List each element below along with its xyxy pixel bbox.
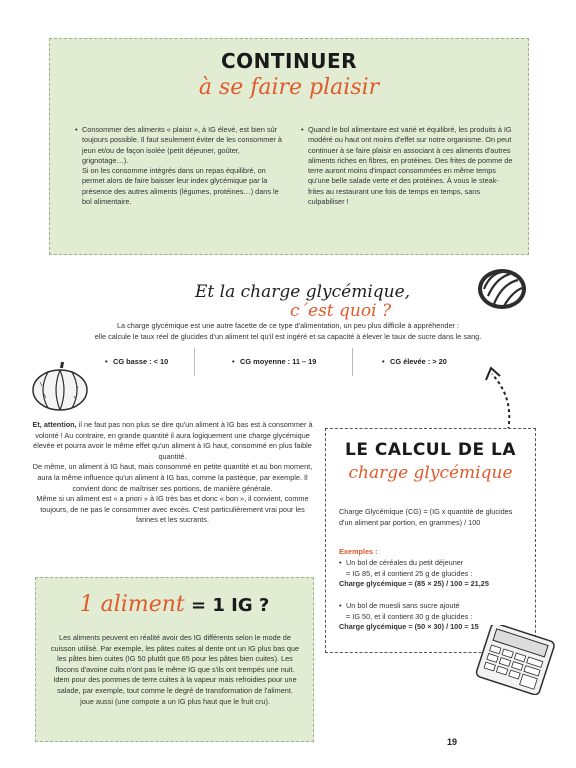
attention-text: il ne faut pas non plus se dire qu'un aliment à IG bas est à consommer à volonté ! Au contraire, en grande quantité il aura logiquement une charge glycémique élevée et pourra avoir le même effet qu'un aliment à IG haut, consommé en plus faible quantité. De même, un aliment à IG haut, mais consommé en petite quantité et au bon moment, aura la même influence qu'un aliment à IG bas, comme la pastèque, par exemple. Il convient donc de maîtriser ses portions, de manière générale. Même si un aliment est « a priori » à IG très bas et donc « bon », il convient, comme toujours, de ne pas le consommer avec excès. C'est particulièrement vrai pour les farines et les sucrants. bbox=[32, 420, 313, 525]
top-box-title: CONTINUER bbox=[220, 49, 358, 73]
calc-title-line1: LE CALCUL DE LA bbox=[345, 440, 516, 460]
pumpkin-icon bbox=[30, 360, 90, 412]
example1-line1: Un bol de céréales du petit déjeuner bbox=[346, 558, 464, 567]
page-number: 19 bbox=[447, 737, 458, 747]
charge-title-line2: c´est quoi ? bbox=[290, 301, 392, 321]
top-left-text: Consommer des aliments « plaisir », à IG élevé, est bien sûr toujours possible. Il faut seulement éviter de les consommer à jeun et/ou de façon isolée (petit déjeuner, goûter, grignotage…). Si on les consomme intégrés dans un repas équilibré, on permet alors de faire baisser leur index glycémique par la présence des autres aliments (légumes, protéines…) dans le bol alimentaire. bbox=[82, 125, 282, 207]
calc-title-line2: charge glycémique bbox=[348, 463, 513, 483]
bullet-dot: • bbox=[75, 125, 78, 134]
examples-label: Exemples : bbox=[339, 547, 378, 556]
bullet-dot: • bbox=[301, 125, 304, 134]
charge-intro: La charge glycémique est une autre facette de ce type d'alimentation, un peu plus difficile à appréhender : elle calcule le taux réel de glucides d'un aliment tel qu'il est ingéré et sa capacité à élever le taux de sucre dans le sang. bbox=[94, 321, 482, 341]
cg-bullet: • bbox=[232, 357, 235, 366]
watermelon-icon bbox=[476, 266, 528, 312]
bullet-dot: • bbox=[339, 558, 342, 567]
cg-high: CG élevée : > 20 bbox=[390, 357, 447, 366]
divider bbox=[194, 348, 195, 376]
bullet-dot: • bbox=[339, 601, 342, 610]
calc-box bbox=[325, 428, 536, 653]
charge-title-line1: Et la charge glycémique, bbox=[195, 282, 411, 302]
dotted-arrow-icon bbox=[478, 364, 518, 434]
example1-result: Charge glycémique = (85 × 25) / 100 = 21,25 bbox=[339, 579, 489, 588]
bottom-info-box bbox=[35, 577, 314, 742]
cg-bullet: • bbox=[105, 357, 108, 366]
calc-formula: Charge Glycémique (CG) = (IG x quantité de glucides d'un aliment par portion, en grammes) / 100 bbox=[339, 507, 513, 527]
bottom-box-title bbox=[36, 592, 313, 617]
example2-line1: Un bol de muesli sans sucre ajouté bbox=[346, 601, 460, 610]
cg-bullet: • bbox=[382, 357, 385, 366]
attention-paragraph bbox=[30, 420, 315, 526]
attention-lead: Et, attention, bbox=[32, 420, 77, 429]
example1-line2: = IG 85, et il contient 25 g de glucides : bbox=[346, 568, 473, 578]
top-right-text: Quand le bol alimentaire est varié et équilibré, les produits à IG modéré ou haut ont moins d'effet sur notre organisme. On peut continuer à se faire plaisir en associant à ces aliments d'autres aliments riches en fibres, en protéines. Des frites de pomme de terre auront moins d'impact consommées en même temps qu'une belle salade verte et des protéines. À vous le steak-frites au restaurant une fois de temps en temps, sans culpabiliser ! bbox=[308, 125, 513, 207]
top-info-box bbox=[49, 38, 529, 255]
example2-result: Charge glycémique = (50 × 30) / 100 = 15 bbox=[339, 622, 479, 631]
example2-line2: = IG 50, et il contient 30 g de glucides : bbox=[346, 611, 473, 621]
cg-low: CG basse : < 10 bbox=[113, 357, 169, 366]
calculator-icon bbox=[470, 625, 560, 695]
bottom-box-text: Les aliments peuvent en réalité avoir des IG différents selon le mode de cuisson utilisé. Par exemple, les pâtes cuites al dente ont un IG plus bas que les pâtes bien cuites (IG 50 plutôt que 65 pour les pâtes bien cuites). Les flocons d'avoine cuits n'ont pas le même IG que s'ils ont trempés une nuit. Idem pour des pommes de terre cuites à la vapeur mais refroidies pour une salade, par exemple, tout comme le degré de transformation de l'aliment. joue aussi (une compote a un IG plus haut que le fruit cru). bbox=[50, 633, 300, 706]
bottom-title-script: 1 aliment bbox=[79, 592, 185, 617]
divider bbox=[352, 348, 353, 376]
example1 bbox=[339, 558, 531, 590]
bottom-title-rest: = 1 IG ? bbox=[184, 595, 270, 616]
cg-medium: CG moyenne : 11 – 19 bbox=[240, 357, 317, 366]
top-box-subtitle: à se faire plaisir bbox=[198, 75, 380, 100]
